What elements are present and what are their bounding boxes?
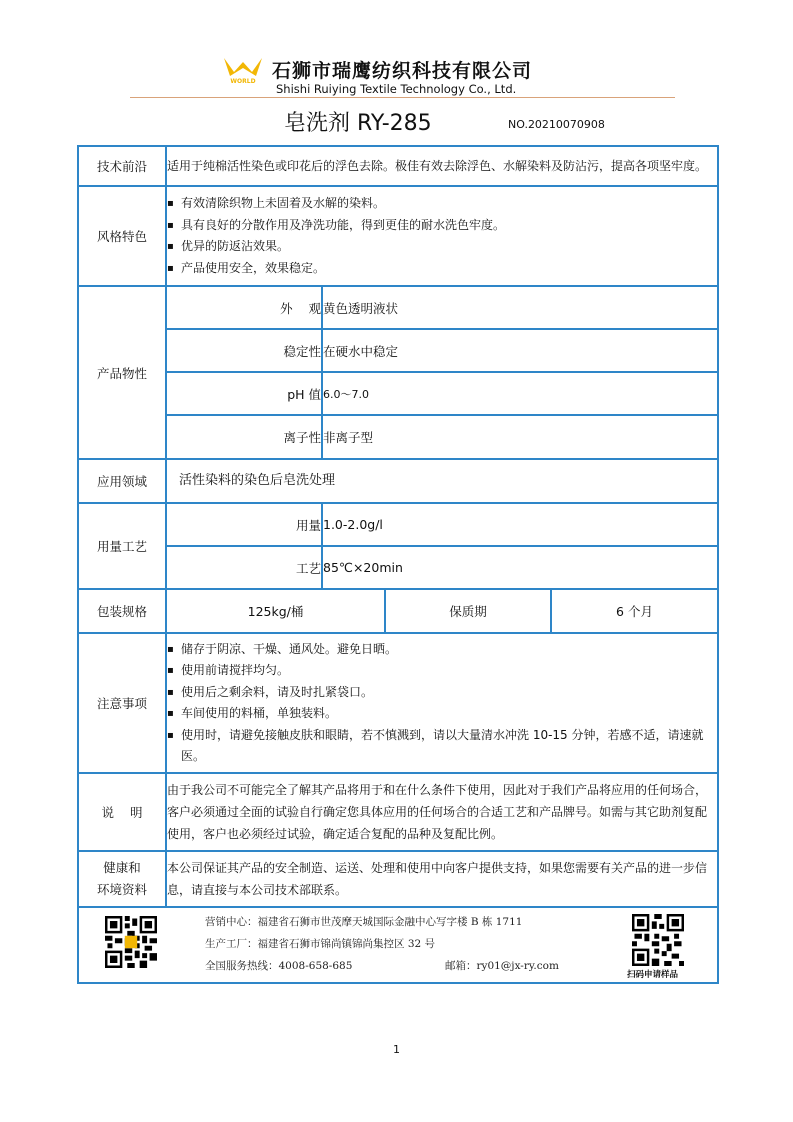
notes-cell	[166, 633, 718, 773]
application-text: 活性染料的染色后皂洗处理	[166, 459, 718, 503]
company-name-en: Shishi Ruiying Textile Technology Co., Ltd.	[276, 82, 517, 96]
notes-label: 注意事项	[78, 633, 166, 773]
packaging-label: 包装规格	[78, 589, 166, 633]
features-list	[167, 193, 717, 279]
property-row	[78, 286, 718, 329]
dosage-value: 85℃×20min	[322, 546, 718, 589]
dosage-value: 1.0-2.0g/l	[322, 503, 718, 546]
features-cell	[166, 186, 718, 286]
tech-row	[78, 146, 718, 186]
footer-cell	[78, 907, 718, 983]
factory-address: 生产工厂：福建省石狮市锦尚镇锦尚集控区 32 号	[205, 938, 436, 950]
tech-label: 技术前沿	[78, 146, 166, 186]
list-item: ▪ 产品使用安全，效果稳定。	[167, 258, 717, 280]
explanation-label: 说 明	[78, 773, 166, 851]
dosage-name: 工艺	[166, 546, 322, 589]
features-row	[78, 186, 718, 286]
shelf-life-label: 保质期	[385, 589, 551, 633]
logo-text: WORLD	[230, 78, 256, 84]
wing-logo-icon	[222, 56, 264, 84]
service-hotline: 全国服务热线：4008-658-685	[205, 960, 353, 972]
list-item: ▪ 车间使用的料桶，单独装料。	[167, 703, 717, 725]
health-label-line2: 环境资料	[96, 882, 147, 897]
list-item: ▪ 储存于阴凉、干燥、通风处。避免日晒。	[167, 639, 717, 661]
property-name: pH 值	[166, 372, 322, 415]
qr-code-icon	[632, 914, 684, 966]
qr-code-icon	[105, 916, 157, 968]
property-row	[78, 415, 718, 459]
explanation-text: 由于我公司不可能完全了解其产品将用于和在什么条件下使用，因此对于我们产品将应用的任何场合，客户必须通过全面的试验自行确定您具体应用的任何场合的合适工艺和产品牌号。如需与其它助剂复配使用，客户也必须经过试验，确定适合复配的品种及复配比例。	[166, 773, 718, 851]
spec-table	[77, 145, 719, 984]
document-header	[0, 0, 793, 140]
dosage-row	[78, 503, 718, 546]
list-item: ▪ 优异的防返沾效果。	[167, 236, 717, 258]
shelf-life-value: 6 个月	[551, 589, 718, 633]
property-value: 在硬水中稳定	[322, 329, 718, 372]
list-item: ▪ 具有良好的分散作用及净洗功能，得到更佳的耐水洗色牢度。	[167, 215, 717, 237]
explanation-row	[78, 773, 718, 851]
qr-caption: 扫码申请样品	[627, 970, 679, 980]
features-label: 风格特色	[78, 186, 166, 286]
health-text: 本公司保证其产品的安全制造、运送、处理和使用中向客户提供支持，如果您需要有关产品的进一步信息，请直接与本公司技术部联系。	[166, 851, 718, 907]
document-number: NO.20210070908	[508, 118, 605, 131]
page-number: 1	[393, 1043, 400, 1056]
property-row	[78, 329, 718, 372]
application-label: 应用领域	[78, 459, 166, 503]
health-label	[78, 851, 166, 907]
dosage-name: 用量	[166, 503, 322, 546]
property-value: 非离子型	[322, 415, 718, 459]
packaging-row	[78, 589, 718, 633]
property-value: 黄色透明液状	[322, 286, 718, 329]
dosage-label: 用量工艺	[78, 503, 166, 589]
list-item: ▪ 使用时，请避免接触皮肤和眼睛，若不慎溅到，请以大量清水冲洗 10-15 分钟，若感不适，请速就医。	[167, 725, 717, 768]
notes-list	[167, 639, 717, 768]
list-item: ▪ 使用前请搅拌均匀。	[167, 660, 717, 682]
properties-label: 产品物性	[78, 286, 166, 459]
list-item: ▪ 使用后之剩余料，请及时扎紧袋口。	[167, 682, 717, 704]
property-row	[78, 372, 718, 415]
packaging-value: 125kg/桶	[166, 589, 385, 633]
company-name-cn: 石狮市瑞鹰纺织科技有限公司	[272, 60, 533, 82]
property-name: 稳定性	[166, 329, 322, 372]
property-name: 外 观	[166, 286, 322, 329]
tech-text: 适用于纯棉活性染色或印花后的浮色去除。极佳有效去除浮色、水解染料及防沾污，提高各项坚牢度。	[166, 146, 718, 186]
footer-row	[78, 907, 718, 983]
contact-email: 邮箱：ry01@jx-ry.com	[445, 960, 559, 972]
health-row	[78, 851, 718, 907]
dosage-row	[78, 546, 718, 589]
notes-row	[78, 633, 718, 773]
product-title: 皂洗剂 RY-285	[284, 111, 432, 136]
list-item: ▪ 有效清除织物上未固着及水解的染料。	[167, 193, 717, 215]
property-name: 离子性	[166, 415, 322, 459]
property-value: 6.0～7.0	[322, 372, 718, 415]
application-row	[78, 459, 718, 503]
health-label-line1: 健康和	[103, 860, 141, 875]
sales-center-address: 营销中心：福建省石狮市世茂摩天城国际金融中心写字楼 B 栋 1711	[205, 916, 523, 928]
header-divider	[130, 97, 675, 98]
